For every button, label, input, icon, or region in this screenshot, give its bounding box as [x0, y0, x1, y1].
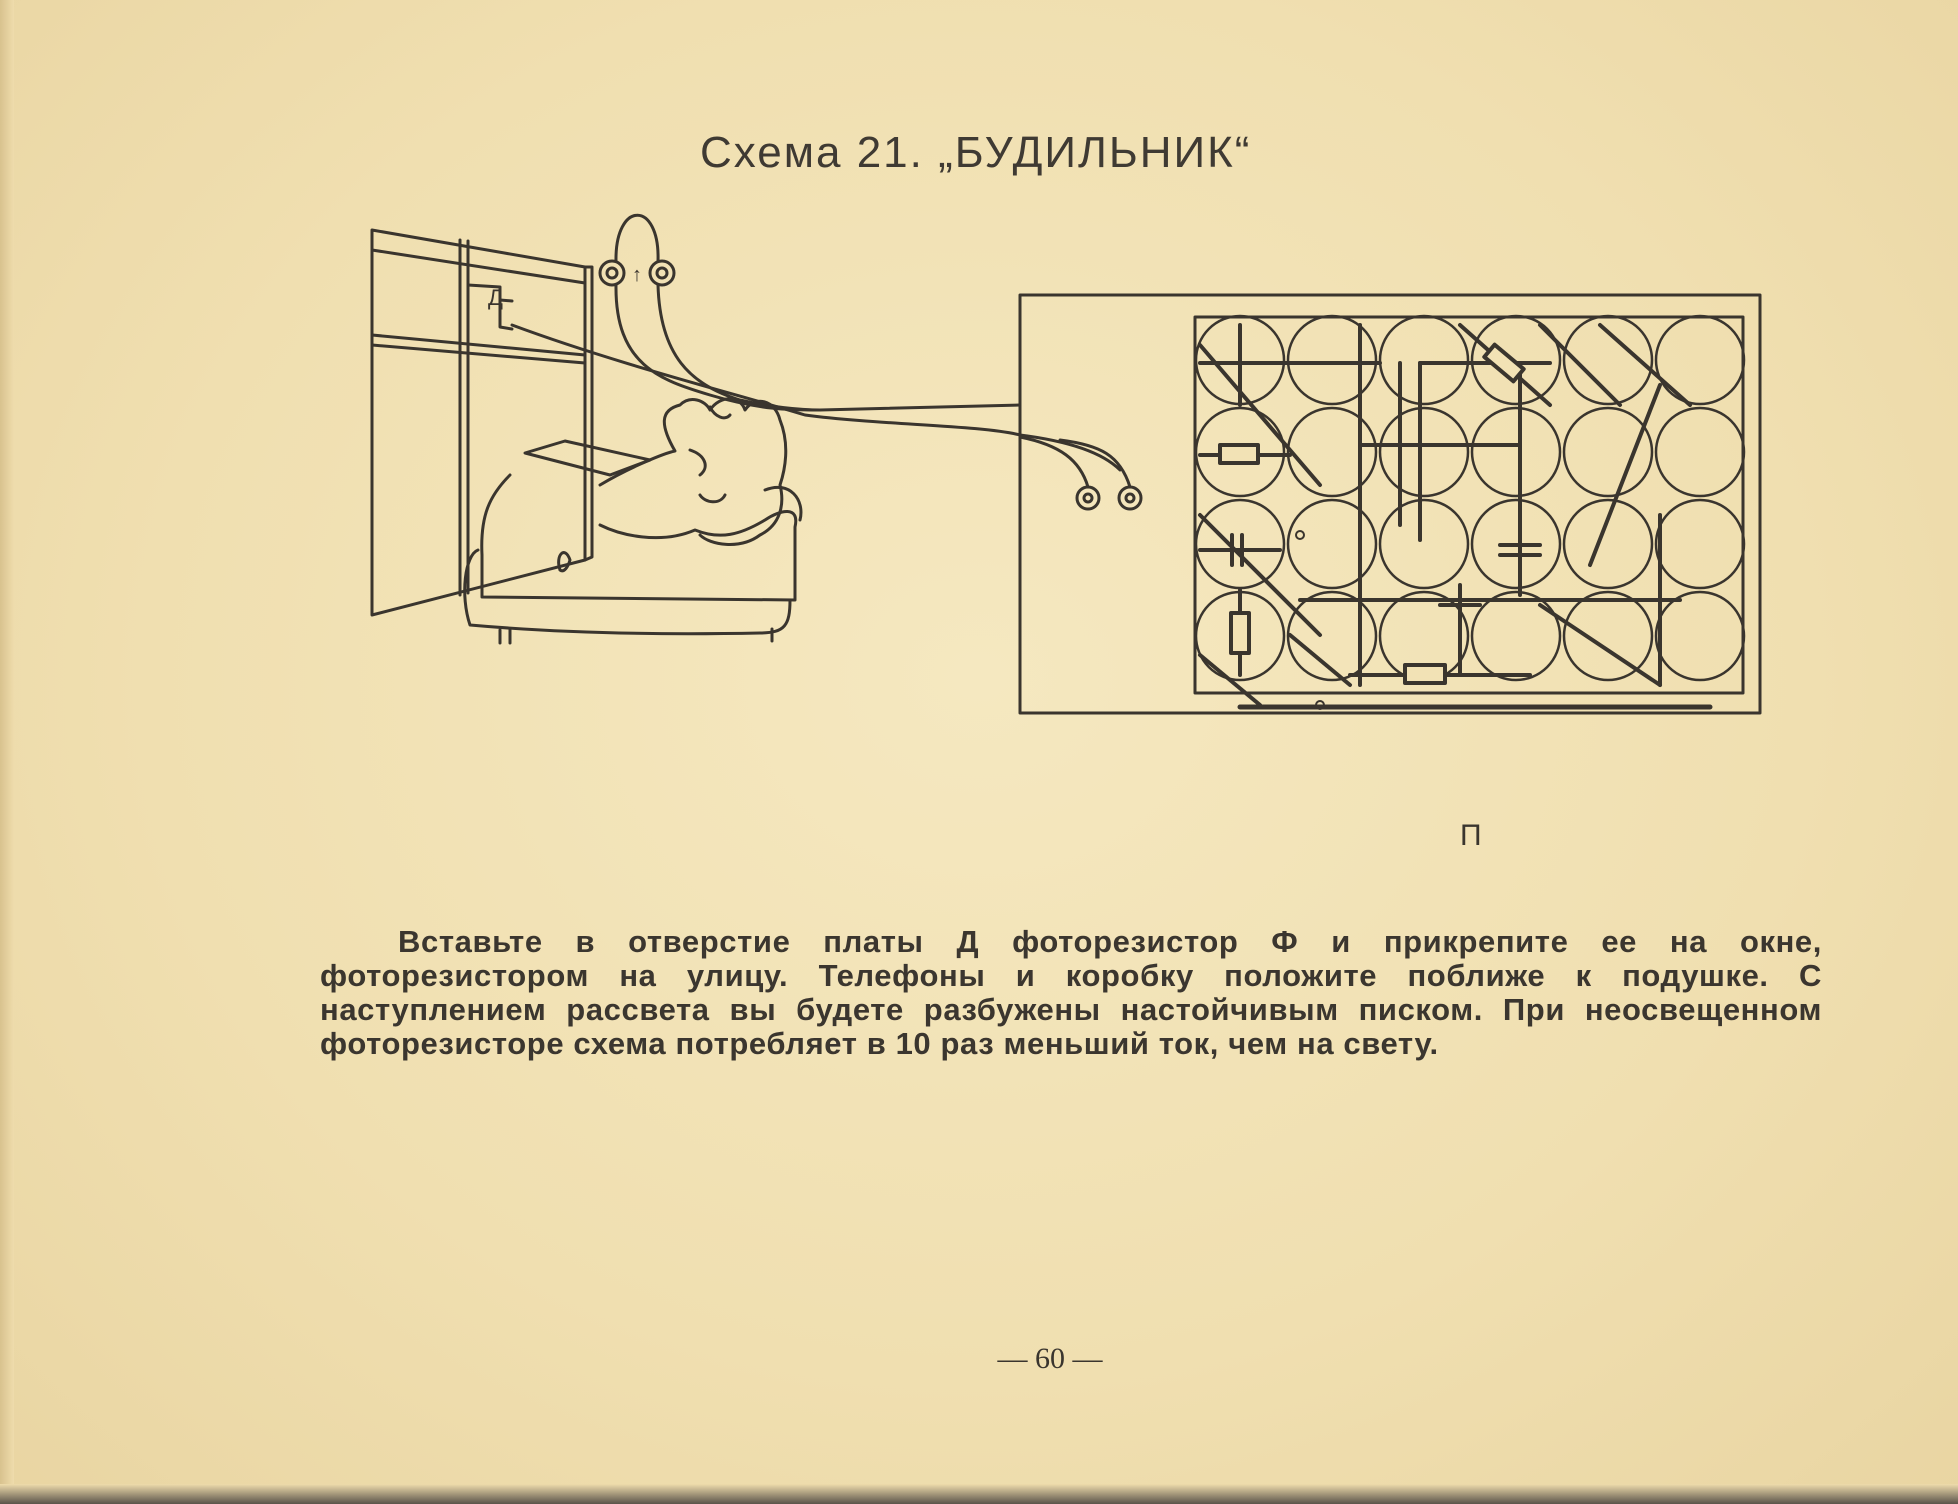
page-title: Схема 21. „БУДИЛЬНИК“	[700, 128, 1252, 177]
window-hole-label: Д	[488, 285, 503, 310]
plug-label: ↑	[632, 264, 642, 286]
page-binding-edge	[0, 0, 14, 1504]
sleeping-person-drawing	[465, 399, 801, 643]
instruction-paragraph: Вставьте в отверстие платы Д фоторезистор Ф и прикрепите ее на окне, фоторезистором на улицу. Телефоны и коробку положите поближе к подушке. С наступлением рассвета вы будете разбужены настойчивым писком. При неосвещенном фоторезисторе схема потребляет в 10 раз меньший ток, чем на свету.	[320, 924, 1822, 1061]
alarm-circuit-illustration	[360, 205, 1820, 865]
page-bottom-edge	[0, 1484, 1958, 1504]
board-label: П	[1460, 819, 1482, 852]
body-text	[320, 925, 1822, 1061]
page-number: — 60 —	[997, 1342, 1103, 1375]
headphones-drawing	[600, 215, 820, 410]
